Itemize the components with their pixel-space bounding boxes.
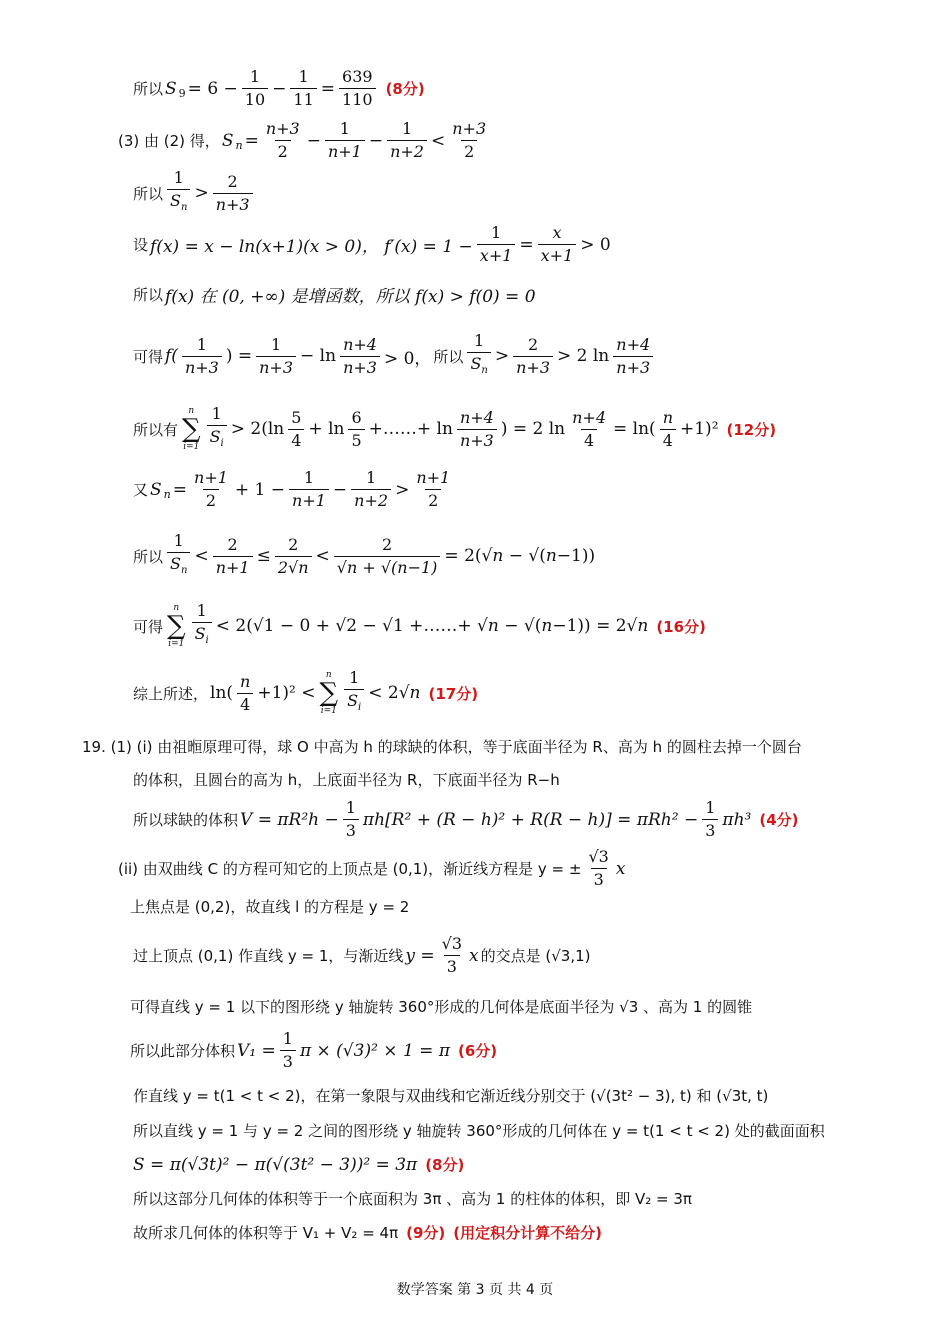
line-10: 可得 n ∑ i=1 $\frac{1}{S_i}$ < 2(√1 − 0 + √2 − √1 +……+ √n − √(n−1)) = 2√n (16分) (133, 600, 706, 652)
page-footer: 数学答案 第 3 页 共 4 页 (396, 1282, 554, 1298)
q19-b8: S = π(√3t)² − π(√(3t² − 3))² = 3π (8分) (133, 1154, 465, 1175)
q19-b2: 上焦点是 (0,2)，故直线 l 的方程是 y = 2 (130, 898, 410, 916)
q19-a1: 19. (1) (i) 由祖暅原理可得，球 O 中高为 h 的球缺的体积，等于底面半径为 R、高为 h 的圆柱去掉一个圆台 (82, 738, 802, 756)
score-8b: (8分) (425, 1156, 465, 1174)
line-4: 设 f(x) = x − ln(x+1)(x > 0)， f′(x) = 1 − $\frac{1}{x+1}$ = $\frac{x}{x+1}$ > 0 (133, 223, 611, 265)
line-7: 所以有 n ∑ i=1 $\frac{1}{S_i}$ > 2(ln $\frac{5}{4}$ + ln $\frac{6}{5}$ +……+ ln $\frac{n+4}{n+3}$ ) = 2 ln $\frac{n+4}{4}$ = ln( $\frac{n}{4}$ +1)² (12分) (133, 403, 776, 455)
line-11: 综上所述， ln( $\frac{n}{4}$ +1)² < n ∑ i=1 $\frac{1}{S_i}$ < 2√n (17分) (133, 667, 478, 719)
score-4: (4分) (759, 811, 799, 829)
q19-b7: 所以直线 y = 1 与 y = 2 之间的图形绕 y 轴旋转 360°形成的几何体在 y = t(1 < t < 2) 处的截面面积 (133, 1122, 825, 1140)
line-part3: (3) 由 (2) 得， S n = $\frac{n+3}{2}$ − $\frac{1}{n+1}$ − $\frac{1}{n+2}$ < $\frac{n+3}{2}$ (118, 119, 487, 161)
line-6: 可得 f( $\frac{1}{n+3}$ ) = $\frac{1}{n+3}$ − ln $\frac{n+4}{n+3}$ > 0， 所以 $\frac{1}{S_n}$ > $\frac{2}{n+3}$ > 2 ln $\frac{n+4}{n+3}$ (133, 330, 655, 382)
score-note: (用定积分计算不给分) (453, 1224, 602, 1242)
score-12: (12分) (726, 420, 777, 439)
q19-b6: 作直线 y = t(1 < t < 2)，在第一象限与双曲线和它渐近线分别交于 (√(3t² − 3), t) 和 (√3t, t) (133, 1087, 769, 1105)
line-8: 又 S n = $\frac{n+1}{2}$ + 1 − $\frac{1}{n+1}$ − $\frac{1}{n+2}$ > $\frac{n+1}{2}$ (133, 468, 451, 510)
line-5: 所以 f(x) 在 (0, +∞) 是增函数，所以 f(x) > f(0) = 0 (133, 286, 536, 307)
q19-b3: 过上顶点 (0,1) 作直线 y = 1，与渐近线 y = $\frac{√3}{3}$ x 的交点是 (√3,1) (133, 934, 591, 976)
score-16: (16分) (656, 617, 706, 636)
q19-b1: (ii) 由双曲线 C 的方程可知它的上顶点是 (0,1)，渐近线方程是 y = ± $\frac{√3}{3}$ x (118, 847, 626, 889)
line-9: 所以 $\frac{1}{S_n}$ < $\frac{2}{n+1}$ ≤ $\frac{2}{2√n}$ < $\frac{2}{√n + √(n-1)}$ = 2(√n − √(n−1)) (133, 530, 595, 582)
q19-b10: 故所求几何体的体积等于 V₁ + V₂ = 4π (9分) (用定积分计算不给分) (133, 1224, 602, 1242)
score-8: (8分) (385, 80, 425, 98)
q19-a2: 的体积，且圆台的高为 h，上底面半径为 R，下底面半径为 R−h (133, 771, 560, 789)
score-9: (9分) (406, 1224, 446, 1242)
q19-b5: 所以此部分体积 V₁ = $\frac{1}{3}$ π × (√3)² × 1 = π (6分) (130, 1029, 498, 1071)
line-s9: 所以 S 9 = 6 − $\frac{1}{10}$ − $\frac{1}{11}$ = $\frac{639}{110}$ (8分) (133, 67, 425, 109)
score-17: (17分) (428, 684, 479, 703)
q19-a3: 所以球缺的体积 V = πR²h − $\frac{1}{3}$ πh[R² + (R − h)² + R(R − h)] = πRh² − $\frac{1}{3}$ πh³ (4分) (133, 798, 799, 840)
score-6: (6分) (458, 1042, 498, 1060)
line-3: 所以 $\frac{1}{S_n}$ > $\frac{2}{n+3}$ (133, 167, 255, 219)
q19-b4: 可得直线 y = 1 以下的图形绕 y 轴旋转 360°形成的几何体是底面半径为 √3 、高为 1 的圆锥 (130, 998, 753, 1016)
q19-b9: 所以这部分几何体的体积等于一个底面积为 3π 、高为 1 的柱体的体积，即 V₂ = 3π (133, 1190, 692, 1208)
